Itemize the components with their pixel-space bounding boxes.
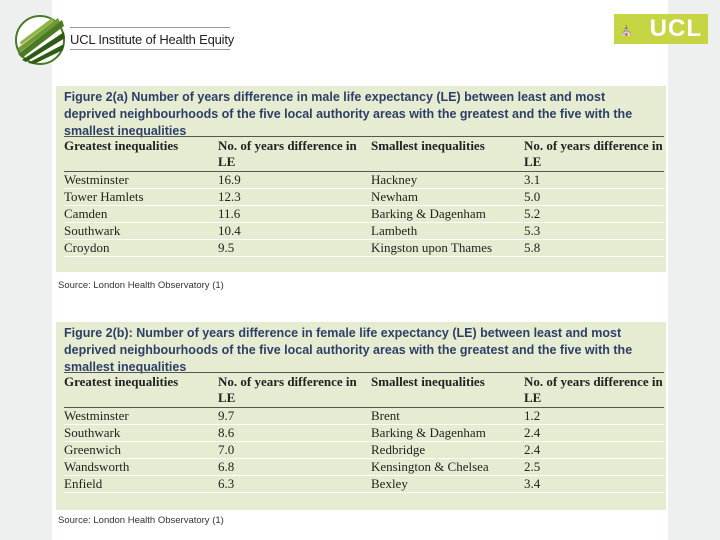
cell-area: Southwark [64,223,218,240]
cell-area: Barking & Dagenham [371,425,524,442]
cell-years: 6.8 [218,459,371,476]
cell-area: Croydon [64,240,218,257]
cell-area: Westminster [64,408,218,425]
cell-area: Hackney [371,172,524,189]
table-row [64,189,664,206]
table-row [64,223,664,240]
cell-area: Enfield [64,476,218,493]
cell-years: 5.0 [524,189,664,206]
header-years-greatest: No. of years difference in LE [218,137,371,172]
figure-2b-label: Figure 2(b): [64,326,133,340]
header-years-greatest: No. of years difference in LE [218,373,371,408]
header-years-smallest: No. of years difference in LE [524,373,664,408]
cell-area: Barking & Dagenham [371,206,524,223]
ucl-portico-icon: ⛪ [620,26,634,37]
figure-2b [56,322,666,510]
table-row [64,240,664,257]
figure-2a-label: Figure 2(a) [64,90,128,104]
cell-years: 5.8 [524,240,664,257]
table-header-row [64,137,664,172]
org-title: UCL Institute of Health Equity [70,32,235,47]
cell-area: Southwark [64,425,218,442]
cell-area: Wandsworth [64,459,218,476]
cell-area: Redbridge [371,442,524,459]
table-row [64,442,664,459]
logo-rule-bottom [70,49,230,50]
cell-years: 5.2 [524,206,664,223]
cell-years: 9.5 [218,240,371,257]
figure-2a-caption: Number of years difference in male life expectancy (LE) between least and most deprived neighbourhoods of the five local authority areas with the greatest and the five with the smallest inequalities [64,90,633,138]
cell-area: Brent [371,408,524,425]
figure-2a-source: Source: London Health Observatory (1) [58,280,224,291]
table-row [64,459,664,476]
cell-area: Kingston upon Thames [371,240,524,257]
cell-years: 7.0 [218,442,371,459]
figure-2b-title [56,322,666,376]
cell-years: 11.6 [218,206,371,223]
figure-2b-table [64,372,664,493]
right-margin-strip [668,0,720,540]
cell-area: Westminster [64,172,218,189]
cell-years: 9.7 [218,408,371,425]
header-smallest: Smallest inequalities [371,373,524,408]
left-margin-strip [0,0,52,540]
figure-2a-title [56,86,666,140]
table-row [64,206,664,223]
logo-rule-top [70,27,230,28]
cell-years: 10.4 [218,223,371,240]
cell-years: 2.4 [524,425,664,442]
cell-years: 1.2 [524,408,664,425]
cell-years: 8.6 [218,425,371,442]
table-row [64,476,664,493]
cell-area: Lambeth [371,223,524,240]
figure-2b-source: Source: London Health Observatory (1) [58,515,224,526]
cell-area: Tower Hamlets [64,189,218,206]
ucl-wordmark: UCL [649,15,702,42]
header-smallest: Smallest inequalities [371,137,524,172]
table-row [64,425,664,442]
cell-years: 3.1 [524,172,664,189]
cell-years: 12.3 [218,189,371,206]
cell-years: 6.3 [218,476,371,493]
cell-area: Kensington & Chelsea [371,459,524,476]
table-row [64,408,664,425]
cell-years: 2.5 [524,459,664,476]
cell-years: 16.9 [218,172,371,189]
ihe-logo-icon [12,14,68,66]
header-years-smallest: No. of years difference in LE [524,137,664,172]
figure-2a [56,86,666,272]
table-header-row [64,373,664,408]
ucl-logo [614,14,708,44]
header-greatest: Greatest inequalities [64,137,218,172]
cell-area: Bexley [371,476,524,493]
cell-years: 3.4 [524,476,664,493]
cell-years: 2.4 [524,442,664,459]
cell-area: Newham [371,189,524,206]
header-greatest: Greatest inequalities [64,373,218,408]
table-row [64,172,664,189]
figure-2b-caption: Number of years difference in female life expectancy (LE) between least and most deprived neighbourhoods of the five local authority areas with the greatest and the five with the smallest inequalities [64,326,633,374]
cell-years: 5.3 [524,223,664,240]
cell-area: Greenwich [64,442,218,459]
cell-area: Camden [64,206,218,223]
figure-2a-table [64,136,664,257]
